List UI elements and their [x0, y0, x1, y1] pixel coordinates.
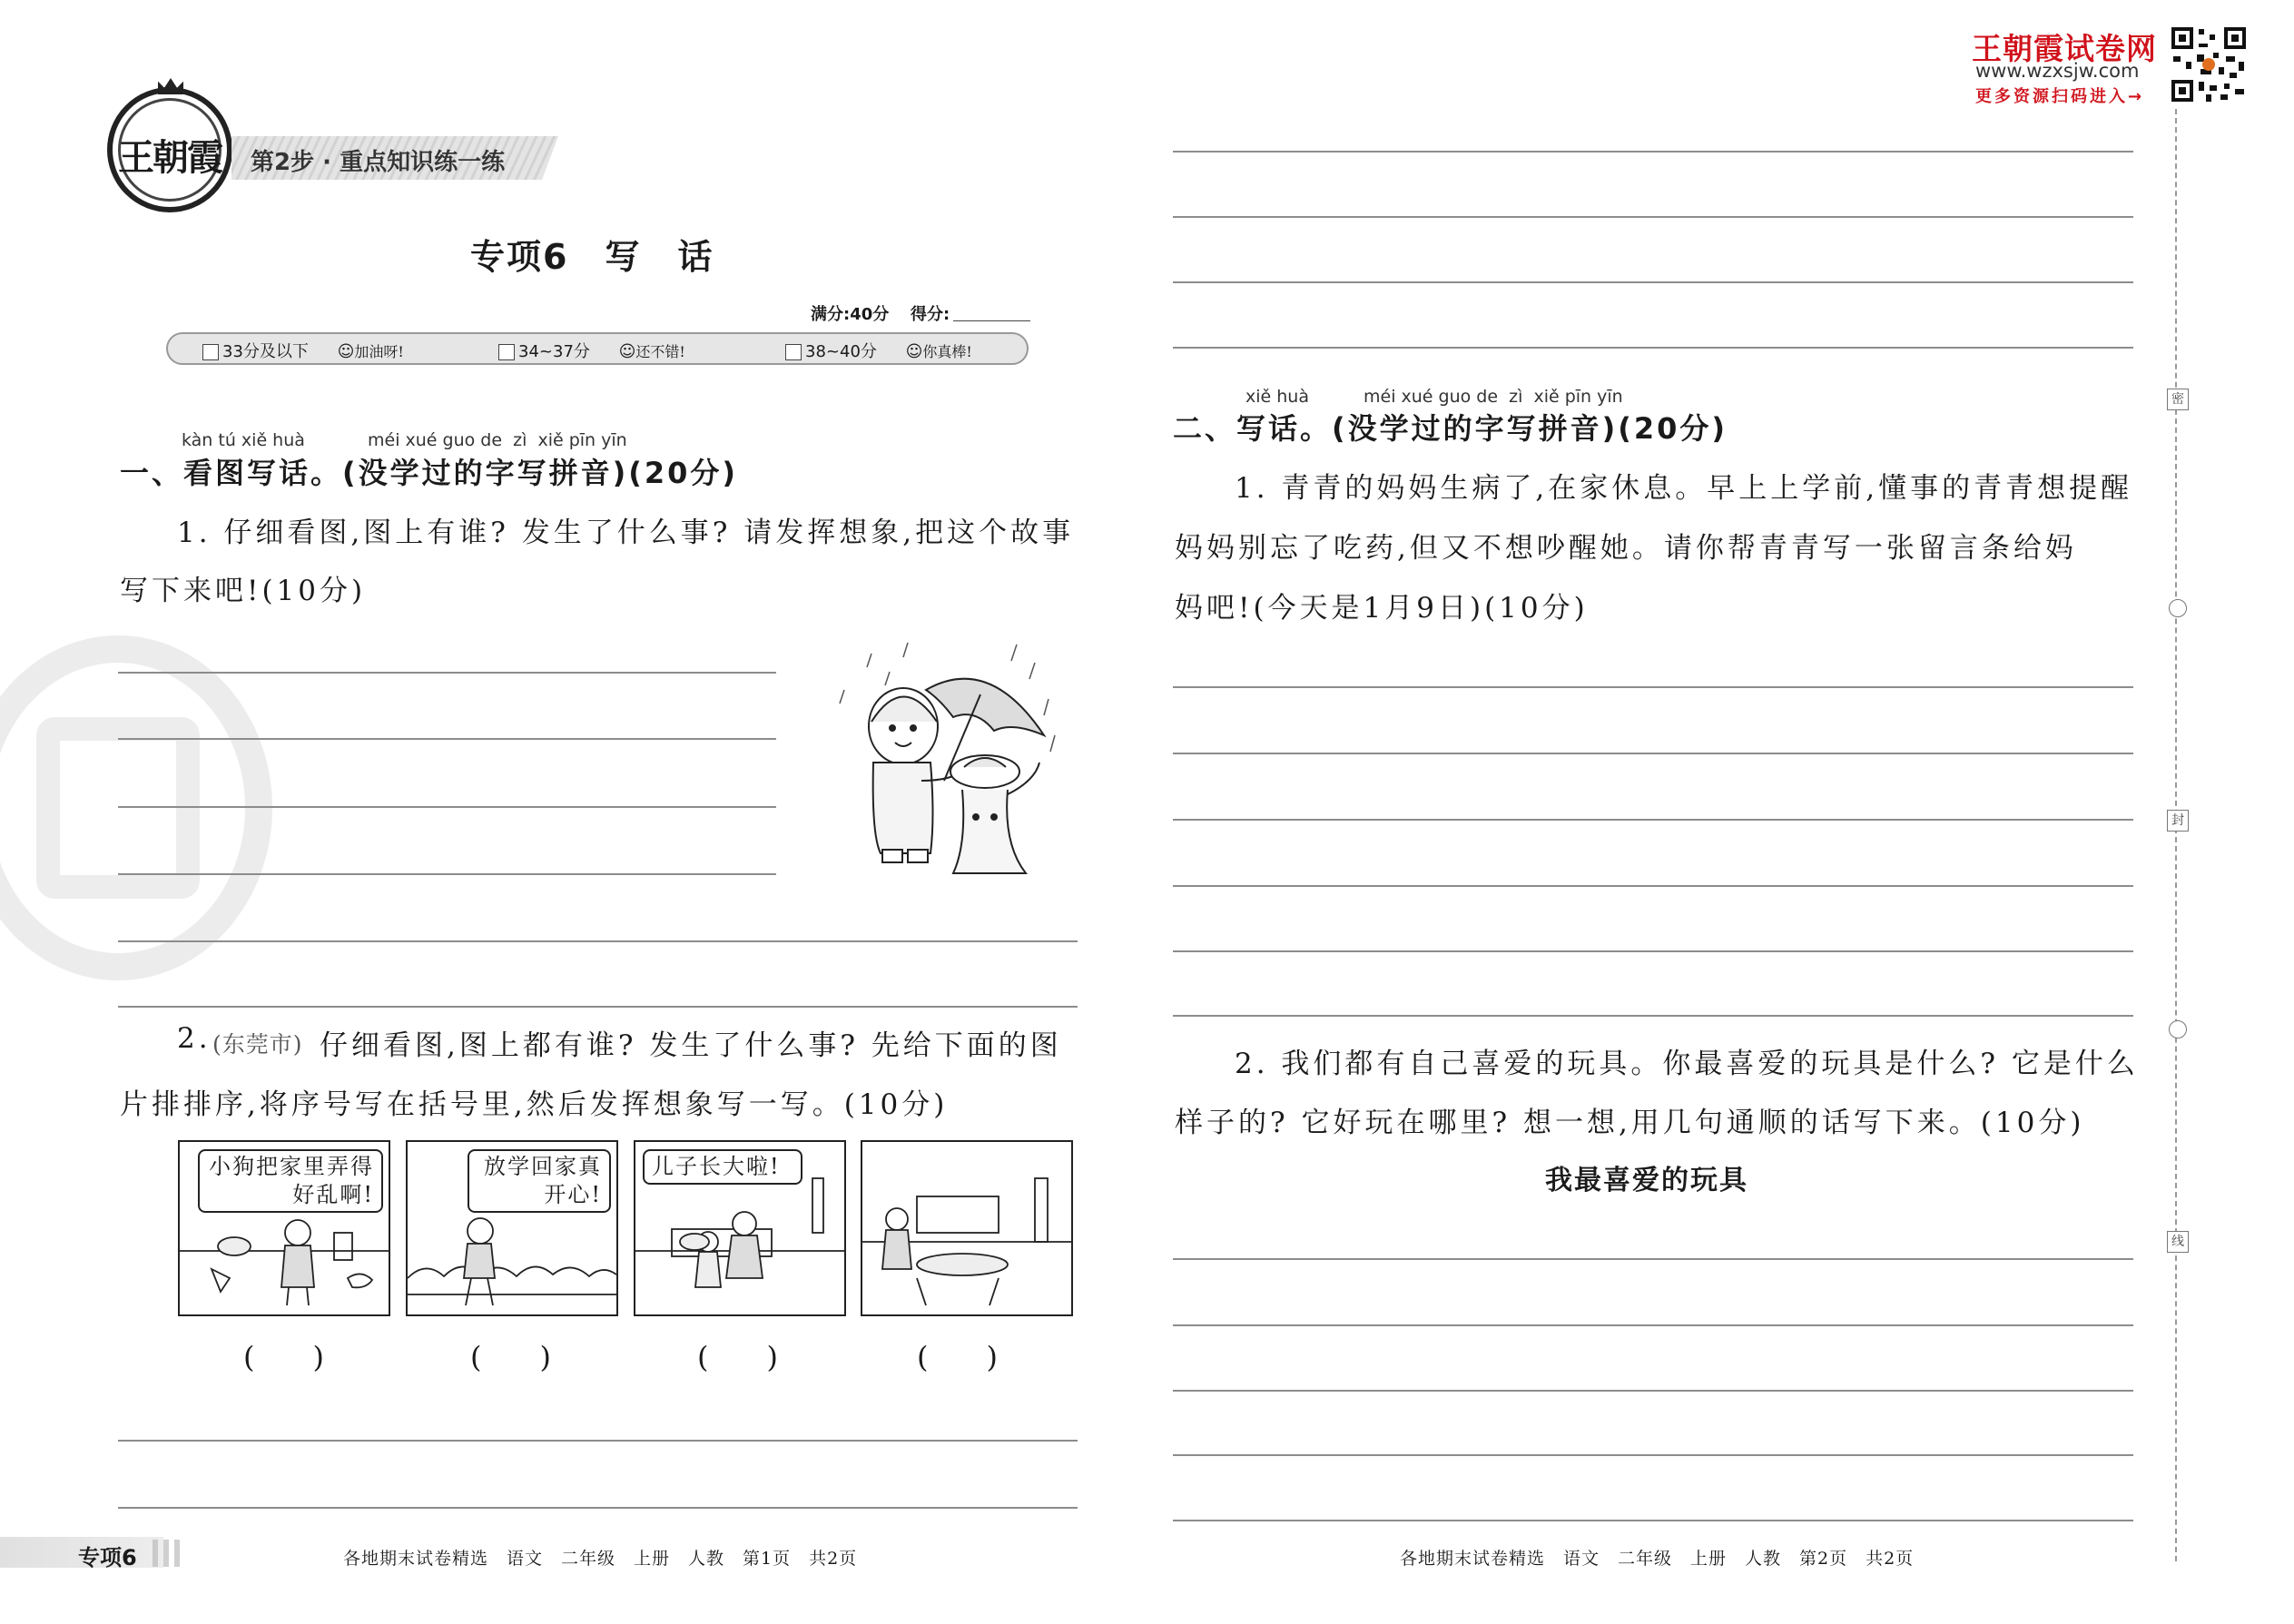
binding-line [2175, 109, 2177, 1561]
order-blank-4[interactable]: ( ) [917, 1340, 998, 1374]
writing-line[interactable] [1173, 1324, 2133, 1326]
writing-line[interactable] [1173, 686, 2133, 688]
writing-line[interactable] [1173, 950, 2133, 952]
comic-panel-3 [634, 1140, 846, 1316]
s2-q2-line1: 2. 我们都有自己喜爱的玩具。你最喜爱的玩具是什么? 它是什么 [1235, 1048, 2139, 1080]
brand-name: 王朝霞试卷网 [1972, 31, 2157, 66]
side-char-mi: 密 [2167, 389, 2189, 410]
section1-heading: 一、看图写话。(没学过的字写拼音)(20分) [120, 456, 739, 490]
brand-url: www.wzxsjw.com [1975, 60, 2140, 82]
q1-line2: 写下来吧!(10分) [120, 575, 367, 607]
order-blank-1[interactable]: ( ) [243, 1340, 324, 1374]
writing-line[interactable] [1173, 1390, 2133, 1392]
logo-text: 王朝霞 [118, 136, 222, 179]
footer-dots [153, 1540, 183, 1567]
essay-title: 我最喜爱的玩具 [1545, 1165, 1748, 1196]
order-blank-2[interactable]: ( ) [470, 1340, 551, 1374]
q2-line2: 片排排序,将序号写在括号里,然后发挥想象写一写。(10分) [120, 1088, 949, 1121]
writing-line[interactable] [1173, 1258, 2133, 1260]
writing-line[interactable] [1173, 819, 2133, 821]
writing-line[interactable] [1173, 281, 2133, 283]
side-circle-icon [2169, 599, 2187, 617]
writing-line[interactable] [1173, 885, 2133, 887]
footer-left-text: 各地期末试卷精选 语文 二年级 上册 人教 第1页 共2页 [343, 1549, 858, 1569]
full-score: 满分:40分 [811, 305, 890, 324]
comic-panel-1 [178, 1140, 390, 1316]
qr-code-icon[interactable] [2170, 25, 2248, 103]
watermark-seal [0, 635, 272, 980]
pinyin-meixueguo-2: méi xué guo de zì xiě pīn yīn [1364, 387, 1623, 407]
checkbox[interactable] [498, 344, 515, 360]
speech-bubble: 放学回家真开心! [468, 1149, 611, 1213]
writing-line[interactable] [1173, 1454, 2133, 1456]
panel-4-drawing [862, 1142, 1071, 1314]
score-level-1: 33分及以下 ☺加油呀! [202, 339, 404, 362]
s2-q1-line1: 1. 青青的妈妈生病了,在家休息。早上上学前,懂事的青青想提醒 [1235, 472, 2133, 505]
writing-line[interactable] [118, 873, 776, 875]
q2-region: (东莞市) [212, 1031, 303, 1058]
score-level-2: 34~37分 ☺还不错! [498, 339, 685, 362]
comic-panel-4 [861, 1140, 1073, 1316]
panel-1-drawing [180, 1142, 389, 1314]
panel-2-drawing [408, 1142, 616, 1314]
panel-3-drawing [635, 1142, 844, 1314]
s2-q1-line2: 妈妈别忘了吃药,但又不想吵醒她。请你帮青青写一张留言条给妈 [1175, 532, 2077, 565]
q1-line1: 1. 仔细看图,图上有谁? 发生了什么事? 请发挥想象,把这个故事 [177, 517, 1075, 549]
side-char-xian: 线 [2167, 1231, 2189, 1253]
q2-num: 2. [177, 1022, 212, 1055]
writing-line[interactable] [1173, 1520, 2133, 1521]
writing-line[interactable] [118, 672, 776, 674]
s2-q2-line2: 样子的? 它好玩在哪里? 想一想,用几句通顺的话写下来。(10分) [1175, 1107, 2085, 1139]
writing-line[interactable] [118, 806, 776, 808]
score-label: 得分: [911, 305, 950, 324]
side-circle-icon [2169, 1020, 2187, 1038]
order-blank-3[interactable]: ( ) [697, 1340, 778, 1374]
s2-q1-line3: 妈吧!(今天是1月9日)(10分) [1175, 592, 1589, 625]
writing-line[interactable] [1173, 347, 2133, 349]
score-blank[interactable] [953, 320, 1030, 321]
score-level-bar [166, 332, 1029, 365]
writing-line[interactable] [1173, 753, 2133, 754]
smile-icon: ☺ [618, 342, 636, 361]
umbrella-picture [817, 635, 1071, 881]
logo-crown-icon [158, 78, 183, 94]
writing-line[interactable] [118, 940, 1078, 942]
writing-line[interactable] [118, 1440, 1078, 1442]
logo-badge [107, 87, 232, 212]
side-char-feng: 封 [2167, 810, 2189, 832]
writing-line[interactable] [118, 738, 776, 740]
speech-bubble: 小狗把家里弄得好乱啊! [198, 1149, 383, 1213]
comic-panel-2 [406, 1140, 618, 1316]
step-label: 第2步 · 重点知识练一练 [251, 149, 506, 176]
pinyin-xiehua: xiě huà [1245, 387, 1309, 407]
brand-tagline: 更多资源扫码进入→ [1975, 87, 2145, 106]
smile-icon: ☺ [905, 342, 923, 361]
checkbox[interactable] [202, 344, 219, 360]
q2-line1: 仔细看图,图上都有谁? 发生了什么事? 先给下面的图 [320, 1029, 1062, 1062]
footer-right-text: 各地期末试卷精选 语文 二年级 上册 人教 第2页 共2页 [1400, 1549, 1915, 1569]
page-title: 专项6 写 话 [470, 237, 714, 277]
pinyin-meixueguo: méi xué guo de zì xiě pīn yīn [368, 430, 627, 450]
writing-line[interactable] [1173, 216, 2133, 218]
writing-line[interactable] [118, 1006, 1078, 1008]
section2-heading: 二、写话。(没学过的字写拼音)(20分) [1173, 411, 1728, 446]
pinyin-kantuxiehua: kàn tú xiě huà [182, 430, 305, 450]
smile-icon: ☺ [337, 342, 355, 361]
score-level-3: 38~40分 ☺你真棒! [785, 339, 972, 362]
footer-tab-label: 专项6 [78, 1545, 137, 1570]
writing-line[interactable] [1173, 151, 2133, 153]
writing-line[interactable] [1173, 1015, 2133, 1017]
checkbox[interactable] [785, 344, 802, 360]
writing-line[interactable] [118, 1507, 1078, 1509]
speech-bubble: 儿子长大啦! [643, 1149, 802, 1185]
